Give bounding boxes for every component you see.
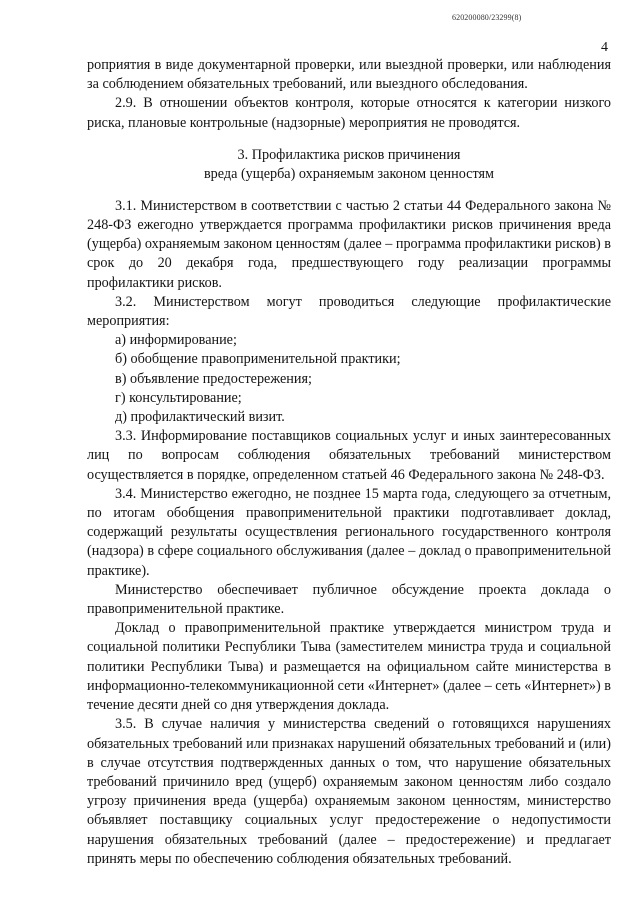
paragraph-3-3: 3.3. Информирование поставщиков социальных услуг и иных заинтересованных лиц по вопросам соблюдения обязательных требований министерством осуществляется в порядке, определенном статьей 46 Федерального закона № 248-ФЗ. [87,428,611,483]
section-title-line-1: 3. Профилактика рисков причинения [237,146,461,163]
list-item-e: д) профилактический визит. [115,409,285,426]
document-body [87,56,611,869]
document-code: 620200080/23299(8) [452,13,522,22]
list-item-b: б) обобщение правоприменительной практики; [115,351,401,368]
paragraph-3-2: 3.2. Министерством могут проводиться следующие профилактические мероприятия: [87,293,611,330]
list-item-c: в) объявление предостережения; [115,370,312,387]
paragraph-3-5: 3.5. В случае наличия у министерства сведений о готовящихся нарушениях обязательных требований или признаках нарушений обязательных требований и (или) в случае отсутствия подтвержденных данных о том, что нарушение обязательных требований причинило вред (ущерб) охраняемым законом ценностям либо создало угрозу причинения вреда (ущерба) охраняемым законом ценностям, министерство объявляет поставщику социальных услуг предостережение о недопустимости нарушения обязательных требований (далее – предостережение) и предлагает принять меры по обеспечению соблюдения обязательных требований. [87,716,611,867]
list-item-a: а) информирование; [115,332,237,349]
list-item-d: г) консультирование; [115,389,242,406]
paragraph-continuation: роприятия в виде документарной проверки, или выездной проверки, или наблюдения за соблюдением обязательных требований, или выездного обследования. [87,57,611,93]
paragraph-2-9: 2.9. В отношении объектов контроля, которые относятся к категории низкого риска, плановые контрольные (надзорные) мероприятия не проводятся. [87,95,611,131]
paragraph-report-approval: Доклад о правоприменительной практике утверждается министром труда и социальной политики Республики Тыва (заместителем министра труда и социальной политики Республики Тыва) и размещается на официальном сайте министерства в информационно-телекоммуникационной сети «Интернет» (далее – сеть «Интернет») в течение десяти дней со дня утверждения доклада. [87,620,611,714]
paragraph-3-4: 3.4. Министерство ежегодно, не позднее 15 марта года, следующего за отчетным, по итогам обобщения правоприменительной практики подготавливает доклад, содержащий результаты осуществления регионального государственного контроля (надзора) в сфере социального обслуживания (далее – доклад о правоприменительной практике). [87,485,611,579]
page-number: 4 [601,40,608,55]
paragraph-public-discussion: Министерство обеспечивает публичное обсуждение проекта доклада о правоприменительной практике. [87,581,611,618]
section-title-line-2: вреда (ущерба) охраняемым законом ценностям [203,166,494,183]
section-heading [87,146,611,185]
paragraph-3-1: 3.1. Министерством в соответствии с частью 2 статьи 44 Федерального закона № 248-ФЗ ежегодно утверждается программа профилактики рисков причинения вреда (ущерба) охраняемым законом ценностям (далее – программа профилактики рисков) в срок до 20 декабря года, предшествующего году реализации программы профилактики рисков. [87,197,611,291]
